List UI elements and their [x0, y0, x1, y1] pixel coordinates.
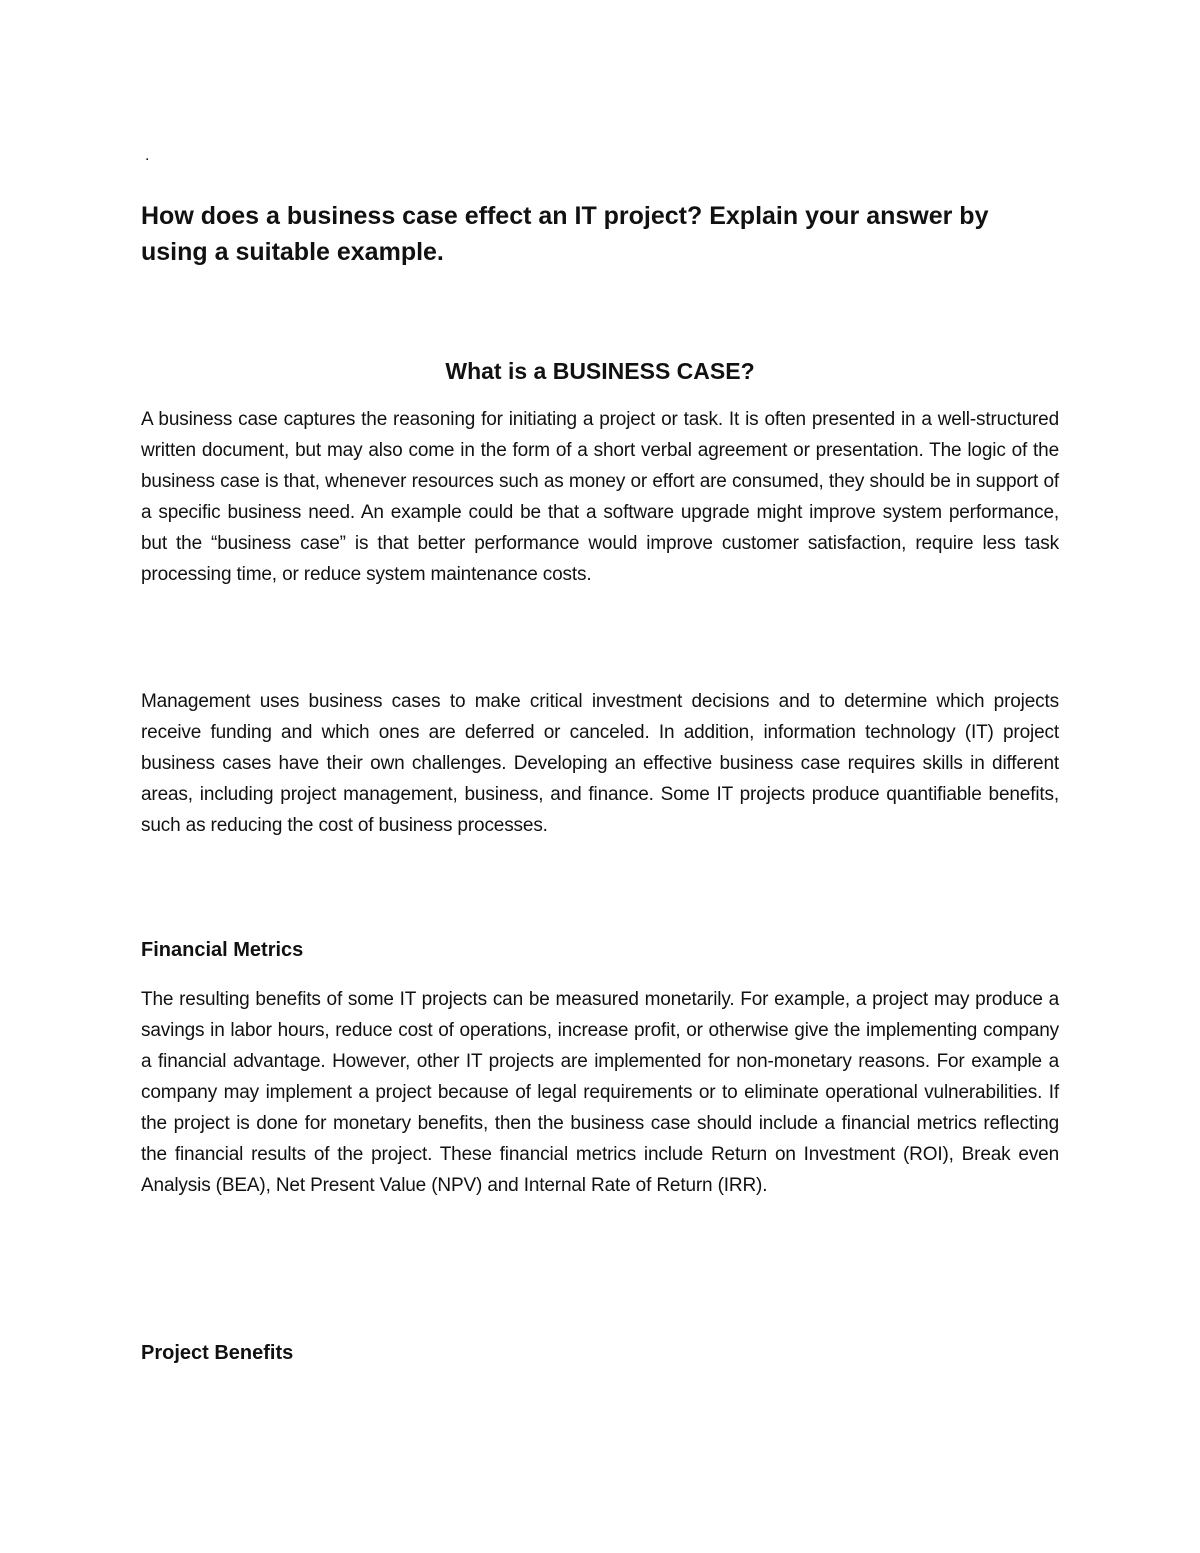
document-title: How does a business case effect an IT project? Explain your answer by using a suitable example. [141, 202, 989, 266]
paragraph-business-case-definition: A business case captures the reasoning for initiating a project or task. It is often presented in a well-structured written document, but may also come in the form of a short verbal agreement or presentation. The logic of the business case is that, whenever resources such as money or effort are consumed, they should be in support of a specific business need. An example could be that a software upgrade might improve system performance, but the “business case” is that better performance would improve customer satisfaction, require less task processing time, or reduce system maintenance costs. [141, 409, 1059, 585]
paragraph-financial-metrics: The resulting benefits of some IT projects can be measured monetarily. For example, a project may produce a savings in labor hours, reduce cost of operations, increase profit, or otherwise give the implementing company a financial advantage. However, other IT projects are implemented for non-monetary reasons. For example a company may implement a project because of legal requirements or to eliminate operational vulnerabilities. If the project is done for monetary benefits, then the business case should include a financial metrics reflecting the financial results of the project. These financial metrics include Return on Investment (ROI), Break even Analysis (BEA), Net Present Value (NPV) and Internal Rate of Return (IRR). [141, 989, 1059, 1196]
leading-dot: . [145, 147, 150, 164]
section-heading-business-case: What is a BUSINESS CASE? [445, 358, 755, 384]
section-heading-financial-metrics: Financial Metrics [141, 939, 304, 961]
paragraph-management-use: Management uses business cases to make critical investment decisions and to determine which projects receive funding and which ones are deferred or canceled. In addition, information technology (IT) project business cases have their own challenges. Developing an effective business case requires skills in different areas, including project management, business, and finance. Some IT projects produce quantifiable benefits, such as reducing the cost of business processes. [141, 691, 1059, 836]
section-heading-project-benefits: Project Benefits [141, 1342, 294, 1364]
